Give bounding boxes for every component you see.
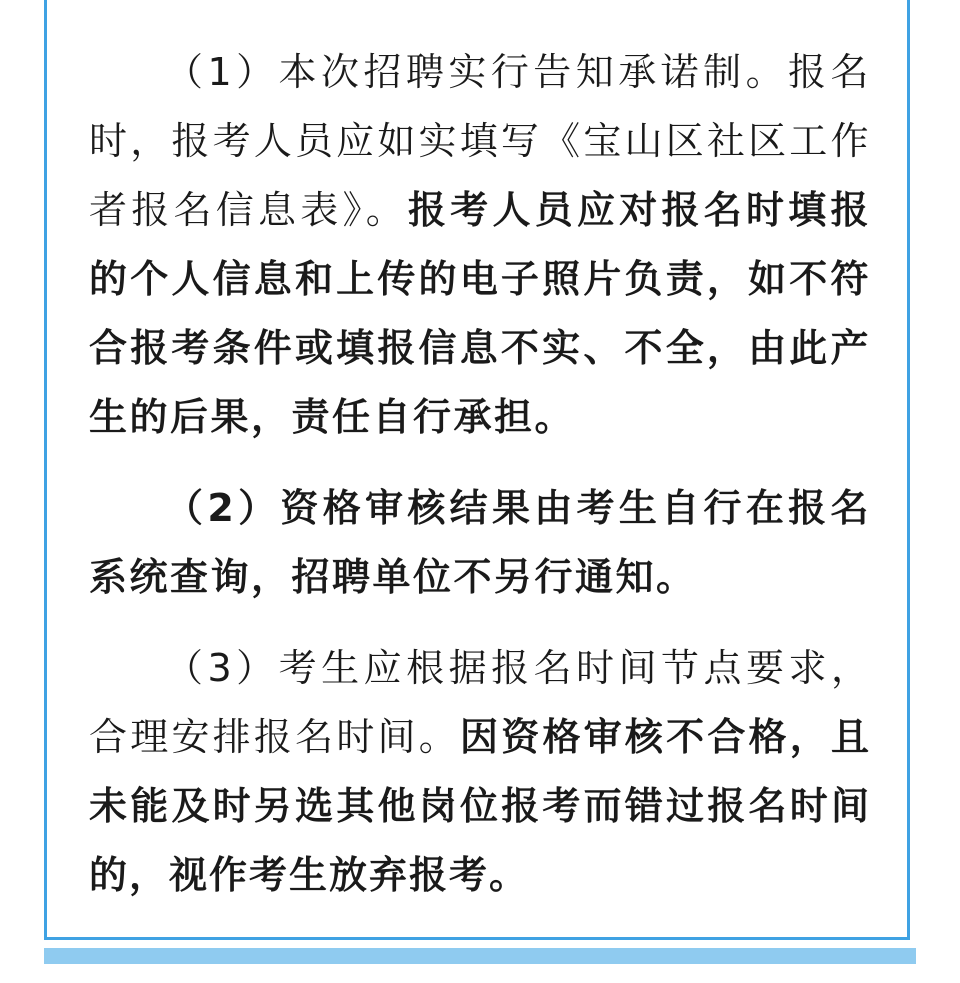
paragraph-3 xyxy=(89,634,871,910)
paragraph-3-normal: （3）考生应根据报名时间节点要求，合理安排报名时间。 xyxy=(89,646,871,759)
paragraph-1 xyxy=(89,38,871,452)
frame-bottom-bar xyxy=(44,948,916,964)
paragraph-2-bold: （2）资格审核结果由考生自行在报名系统查询，招聘单位不另行通知。 xyxy=(89,486,871,599)
paragraph-3-bold: 因资格审核不合格，且未能及时另选其他岗位报考而错过报名时间的，视作考生放弃报考。 xyxy=(89,715,871,897)
notice-text xyxy=(89,38,871,932)
paragraph-1-normal: （1）本次招聘实行告知承诺制。报名时，报考人员应如实填写《宝山区社区工作者报名信息表》。 xyxy=(89,50,871,232)
paragraph-2 xyxy=(89,474,871,612)
paragraph-1-bold: 报考人员应对报名时填报的个人信息和上传的电子照片负责，如不符合报考条件或填报信息不实、不全，由此产生的后果，责任自行承担。 xyxy=(89,188,871,439)
